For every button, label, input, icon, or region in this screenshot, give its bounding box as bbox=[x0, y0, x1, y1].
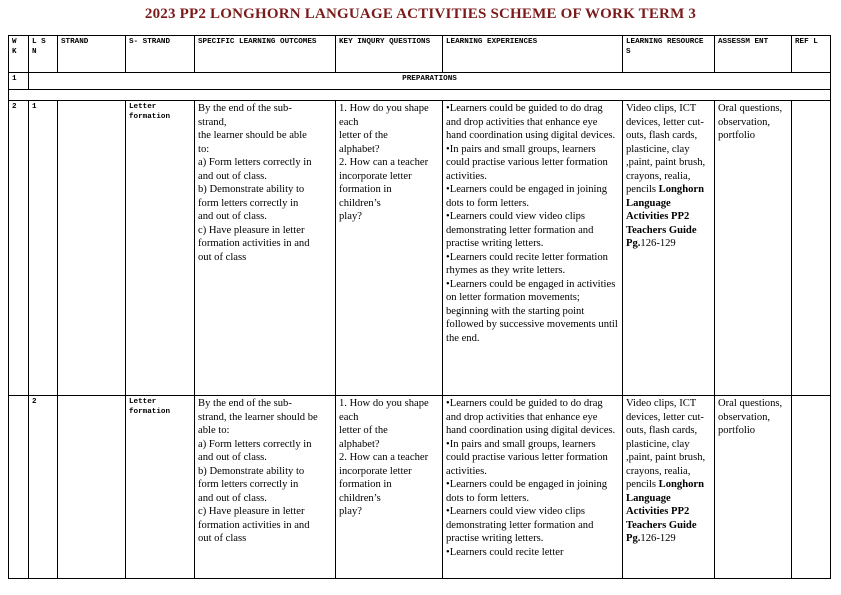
header-reflection: REF L bbox=[792, 36, 831, 73]
sub-strand-cell: Letter formation bbox=[126, 101, 195, 396]
text-line: alphabet? bbox=[339, 438, 380, 450]
resources-cell bbox=[623, 396, 715, 579]
text-line: to: bbox=[198, 143, 210, 155]
text-line: By the end of the sub- bbox=[198, 103, 292, 114]
experience-item: • Learners could recite letter formation rhymes as they write letters. bbox=[446, 251, 619, 278]
header-assessment: ASSESSM ENT bbox=[715, 36, 792, 73]
week-cell: 2 bbox=[9, 101, 29, 396]
reflection-cell bbox=[792, 101, 831, 396]
prep-label: PREPARATIONS bbox=[29, 73, 831, 90]
text-line: children’s bbox=[339, 492, 381, 504]
resources-text: Video clips, ICT devices, letter cut-outs, flash cards, plasticine, clay ,paint, paint brush, crayons, realia, pencils bbox=[626, 398, 706, 490]
experience-item: • In pairs and small groups, learners could practise various letter formation activities. bbox=[446, 143, 619, 184]
text-line: and out of class. bbox=[198, 452, 267, 463]
document-title: 2023 PP2 LONGHORN LANGUAGE ACTIVITIES SCHEME OF WORK TERM 3 bbox=[144, 6, 697, 22]
text-line: each bbox=[339, 411, 359, 423]
text-line: letter of the bbox=[339, 130, 388, 141]
header-resources: LEARNING RESOURCE S bbox=[623, 36, 715, 73]
text-line: incorporate letter bbox=[339, 170, 412, 182]
text-line: out of class bbox=[198, 251, 247, 263]
text-line: alphabet? bbox=[339, 143, 380, 155]
text-line: a) Form letters correctly in bbox=[198, 157, 312, 168]
experience-item: • Learners could be engaged in joining dots to form letters. bbox=[446, 183, 619, 210]
sub-strand-cell: Letter formation bbox=[126, 396, 195, 579]
text-line: formation activities in and bbox=[198, 519, 310, 531]
spacer-cell bbox=[9, 90, 831, 101]
text-line: able to: bbox=[198, 425, 230, 436]
resources-book: Longhorn Language Activities PP2 Teachers Guide Pg. bbox=[626, 479, 705, 544]
text-line: formation in bbox=[339, 184, 392, 195]
experience-item: • Learners could be guided to do drag and drop activities that enhance eye hand coordination using digital devices. bbox=[446, 102, 619, 143]
text-line: and out of class. bbox=[198, 492, 267, 504]
questions-cell bbox=[336, 396, 443, 579]
header-outcomes: SPECIFIC LEARNING OUTCOMES bbox=[195, 36, 336, 73]
experience-item: • Learners could be engaged in joining dots to form letters. bbox=[446, 478, 619, 505]
text-line: the learner should be able bbox=[198, 130, 307, 141]
text-line: strand, the learner should be bbox=[198, 411, 318, 423]
text-line: and out of class. bbox=[198, 170, 267, 182]
text-line: c) Have pleasure in letter bbox=[198, 506, 305, 517]
experience-item: • Learners could view video clips demonstrating letter formation and practise writing letters. bbox=[446, 210, 619, 251]
table-row bbox=[9, 396, 831, 579]
text-line: 2. How can a teacher bbox=[339, 452, 429, 463]
text-line: formation activities in and bbox=[198, 238, 310, 249]
resources-pages: 126-129 bbox=[640, 238, 676, 249]
table-row bbox=[9, 101, 831, 396]
text-line: children’s bbox=[339, 197, 381, 209]
assessment-cell: Oral questions, observation, portfolio bbox=[715, 101, 792, 396]
spacer-row bbox=[9, 90, 831, 101]
experiences-cell bbox=[443, 101, 623, 396]
header-lsn: L S N bbox=[29, 36, 58, 73]
header-questions: KEY INQURY QUESTIONS bbox=[336, 36, 443, 73]
text-line: each bbox=[339, 116, 359, 128]
questions-cell bbox=[336, 101, 443, 396]
week-cell bbox=[9, 396, 29, 579]
reflection-cell bbox=[792, 396, 831, 579]
lesson-cell: 2 bbox=[29, 396, 58, 579]
lesson-cell: 1 bbox=[29, 101, 58, 396]
experiences-cell bbox=[443, 396, 623, 579]
text-line: b) Demonstrate ability to bbox=[198, 184, 305, 195]
experience-item: • Learners could recite letter bbox=[446, 546, 619, 560]
text-line: b) Demonstrate ability to bbox=[198, 465, 305, 477]
prep-week: 1 bbox=[9, 73, 29, 90]
experience-item: • Learners could view video clips demonstrating letter formation and practise writing letters. bbox=[446, 505, 619, 546]
text-line: letter of the bbox=[339, 425, 388, 436]
text-line: formation in bbox=[339, 479, 392, 490]
text-line: form letters correctly in bbox=[198, 197, 299, 209]
outcomes-cell bbox=[195, 396, 336, 579]
text-line: and out of class. bbox=[198, 211, 267, 222]
strand-cell bbox=[58, 396, 126, 579]
header-wk: W K bbox=[9, 36, 29, 73]
text-line: a) Form letters correctly in bbox=[198, 438, 312, 450]
text-line: c) Have pleasure in letter bbox=[198, 224, 305, 236]
header-strand: STRAND bbox=[58, 36, 126, 73]
experience-item: • In pairs and small groups, learners could practise various letter formation activities. bbox=[446, 438, 619, 479]
text-line: strand, bbox=[198, 116, 227, 128]
text-line: form letters correctly in bbox=[198, 479, 299, 490]
text-line: 1. How do you shape bbox=[339, 398, 429, 409]
text-line: 2. How can a teacher bbox=[339, 157, 429, 168]
resources-book: Longhorn Language Activities PP2 Teachers Guide Pg. bbox=[626, 184, 705, 249]
text-line: play? bbox=[339, 506, 362, 517]
scheme-table bbox=[8, 35, 831, 579]
header-row bbox=[9, 36, 831, 73]
text-line: 1. How do you shape bbox=[339, 103, 429, 114]
resources-cell bbox=[623, 101, 715, 396]
preparations-row bbox=[9, 73, 831, 90]
experience-item: • Learners could be guided to do drag and drop activities that enhance eye hand coordination using digital devices. bbox=[446, 397, 619, 438]
text-line: out of class bbox=[198, 533, 247, 544]
outcomes-cell bbox=[195, 101, 336, 396]
experience-item: • Learners could be engaged in activities on letter formation movements; beginning with the starting point followed by successive movements until the end. bbox=[446, 278, 619, 346]
resources-pages: 126-129 bbox=[640, 533, 676, 544]
strand-cell bbox=[58, 101, 126, 396]
header-experiences: LEARNING EXPERIENCES bbox=[443, 36, 623, 73]
assessment-cell: Oral questions, observation, portfolio bbox=[715, 396, 792, 579]
resources-text: Video clips, ICT devices, letter cut-outs, flash cards, plasticine, clay ,paint, paint brush, crayons, realia, pencils bbox=[626, 103, 706, 195]
text-line: By the end of the sub- bbox=[198, 398, 292, 409]
text-line: incorporate letter bbox=[339, 465, 412, 477]
header-sub-strand: S- STRAND bbox=[126, 36, 195, 73]
text-line: play? bbox=[339, 211, 362, 222]
